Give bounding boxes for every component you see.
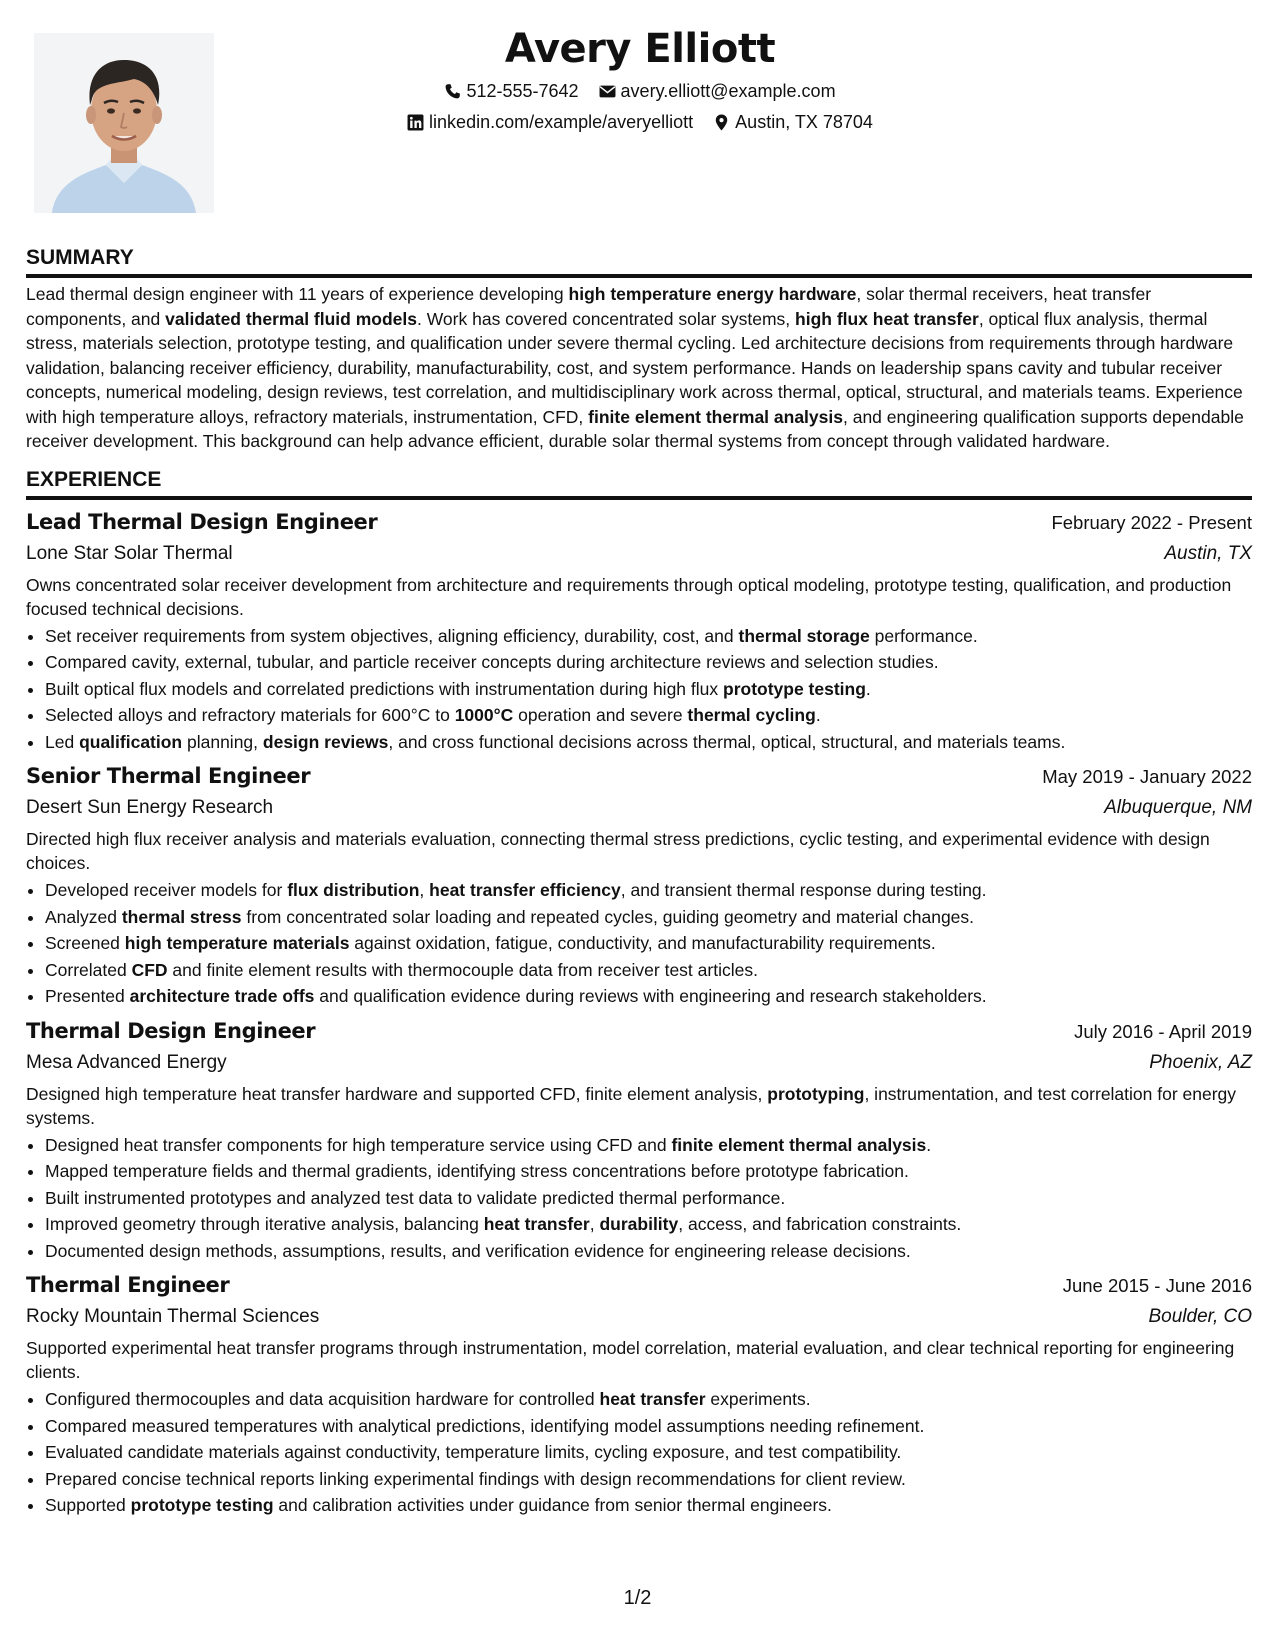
contact-row-1 bbox=[260, 76, 1020, 107]
job-description: Designed high temperature heat transfer hardware and supported CFD, finite element analysis, prototyping, instrumentation, and test correlation for energy systems. bbox=[26, 1083, 1237, 1128]
job-bullet: • Presented architecture trade offs and qualification evidence during reviews with engineering and research stakeholders. bbox=[45, 983, 1252, 1010]
contact-location bbox=[713, 107, 873, 138]
emphasis-text: heat transfer efficiency bbox=[429, 880, 621, 900]
job-bullet: • Improved geometry through iterative analysis, balancing heat transfer, durability, access, and fabrication constraints. bbox=[45, 1211, 1252, 1238]
job-title: Lead Thermal Design Engineer bbox=[26, 509, 378, 534]
job-title: Senior Thermal Engineer bbox=[26, 764, 311, 788]
contact-row-2 bbox=[260, 107, 1020, 138]
job-location: Boulder, CO bbox=[1148, 1306, 1252, 1327]
emphasis-text: heat transfer bbox=[483, 1214, 590, 1234]
job-bullet: • Screened high temperature materials against oxidation, fatigue, conductivity, and manufacturability requirements. bbox=[45, 930, 1252, 957]
emphasis-text: high temperature materials bbox=[124, 933, 350, 953]
job-subheader bbox=[26, 538, 1252, 569]
job-dates: June 2015 - June 2016 bbox=[1062, 1275, 1252, 1296]
job-company: Lone Star Solar Thermal bbox=[26, 542, 233, 564]
emphasis-text: thermal cycling bbox=[687, 705, 816, 725]
profile-photo bbox=[34, 33, 214, 213]
job-bullet-list bbox=[26, 1132, 1252, 1265]
job-title: Thermal Design Engineer bbox=[26, 1018, 316, 1043]
job-bullet: • Led qualification planning, design reviews, and cross functional decisions across thermal, optical, structural, and materials teams. bbox=[45, 729, 1252, 756]
job-bullet: • Built instrumented prototypes and analyzed test data to validate predicted thermal performance. bbox=[45, 1185, 1252, 1212]
job-bullet-list bbox=[26, 1386, 1252, 1519]
job-entry bbox=[26, 1270, 1252, 1519]
job-location: Albuquerque, NM bbox=[1104, 797, 1252, 818]
job-header bbox=[26, 507, 1252, 538]
emphasis-text: design reviews bbox=[262, 731, 389, 752]
emphasis-text: high temperature energy hardware bbox=[568, 284, 857, 304]
emphasis-text: architecture trade offs bbox=[129, 986, 315, 1006]
emphasis-text: prototype testing bbox=[130, 1495, 274, 1515]
resume-body bbox=[26, 244, 1252, 1519]
experience-list bbox=[26, 507, 1252, 1519]
job-dates: July 2016 - April 2019 bbox=[1074, 1020, 1252, 1042]
job-location: Austin, TX bbox=[1164, 542, 1252, 564]
job-bullet: • Mapped temperature fields and thermal gradients, identifying stress concentrations before prototype fabrication. bbox=[45, 1158, 1252, 1185]
job-location: Phoenix, AZ bbox=[1149, 1051, 1252, 1073]
job-bullet: • Evaluated candidate materials against conductivity, temperature limits, cycling exposure, and test compatibility. bbox=[45, 1439, 1252, 1466]
job-header bbox=[26, 1016, 1252, 1047]
job-company: Desert Sun Energy Research bbox=[26, 797, 274, 818]
emphasis-text: prototype testing bbox=[723, 678, 866, 699]
job-company: Mesa Advanced Energy bbox=[26, 1051, 227, 1073]
job-entry bbox=[26, 761, 1252, 1010]
resume-header bbox=[260, 22, 1020, 138]
envelope-icon bbox=[599, 83, 616, 100]
job-header bbox=[26, 761, 1252, 792]
job-bullet: • Configured thermocouples and data acquisition hardware for controlled heat transfer experiments. bbox=[45, 1386, 1252, 1413]
emphasis-text: thermal stress bbox=[121, 906, 242, 927]
job-bullet: • Documented design methods, assumptions, results, and verification evidence for engineering release decisions. bbox=[45, 1238, 1252, 1265]
experience-heading: EXPERIENCE bbox=[26, 466, 1252, 500]
phone-icon bbox=[444, 83, 461, 100]
summary-paragraph: Lead thermal design engineer with 11 years of experience developing high temperature energy hardware, solar thermal receivers, heat transfer components, and validated thermal fluid models. Work has covered concentrated solar systems, high flux heat transfer, optical flux analysis, thermal stress, materials selection, prototype testing, and qualification under severe thermal cycling. Led architecture decisions from requirements through hardware validation, balancing receiver efficiency, durability, manufacturability, cost, and system performance. Hands on leadership spans cavity and tubular receiver concepts, numerical modeling, design reviews, test correlation, and multidisciplinary work across thermal, optical, structural, and materials teams. Experience with high temperature alloys, refractory materials, instrumentation, CFD, finite element thermal analysis, and engineering qualification supports dependable receiver development. This background can help advance efficient, durable solar thermal systems from concept through validated hardware. bbox=[26, 284, 1244, 451]
emphasis-text: finite element thermal analysis bbox=[588, 406, 843, 427]
emphasis-text: finite element thermal analysis bbox=[671, 1134, 927, 1155]
portrait-illustration bbox=[34, 33, 214, 213]
job-bullet: • Set receiver requirements from system objectives, aligning efficiency, durability, cost, and thermal storage performance. bbox=[45, 623, 1252, 650]
location-text: Austin, TX 78704 bbox=[735, 112, 873, 132]
summary-heading: SUMMARY bbox=[26, 244, 1252, 278]
job-dates: February 2022 - Present bbox=[1051, 511, 1252, 533]
candidate-name: Avery Elliott bbox=[504, 26, 776, 72]
linkedin-text: linkedin.com/example/averyelliott bbox=[429, 112, 694, 132]
job-header bbox=[26, 1270, 1252, 1301]
job-bullet: • Designed heat transfer components for high temperature service using CFD and finite element thermal analysis. bbox=[45, 1132, 1252, 1159]
job-description: Supported experimental heat transfer programs through instrumentation, model correlation, material evaluation, and clear technical reporting for engineering clients. bbox=[26, 1338, 1235, 1382]
emphasis-text: qualification bbox=[79, 731, 183, 752]
job-bullet: • Selected alloys and refractory materials for 600°C to 1000°C operation and severe thermal cycling. bbox=[45, 702, 1252, 729]
contact-phone[interactable] bbox=[444, 76, 578, 107]
emphasis-text: 1000°C bbox=[454, 705, 514, 725]
job-entry bbox=[26, 1016, 1252, 1265]
emphasis-text: high flux heat transfer bbox=[795, 308, 979, 329]
emphasis-text: durability bbox=[599, 1214, 679, 1234]
page-number: 1/2 bbox=[623, 1587, 652, 1609]
emphasis-text: CFD bbox=[131, 959, 168, 980]
linkedin-icon bbox=[407, 114, 424, 131]
contact-linkedin[interactable] bbox=[407, 107, 693, 138]
job-bullet: • Developed receiver models for flux distribution, heat transfer efficiency, and transient thermal response during testing. bbox=[45, 877, 1252, 904]
job-subheader bbox=[26, 1047, 1252, 1078]
job-bullet: • Correlated CFD and finite element results with thermocouple data from receiver test articles. bbox=[45, 957, 1252, 984]
job-bullet: • Prepared concise technical reports linking experimental findings with design recommendations for client review. bbox=[45, 1466, 1252, 1493]
job-company: Rocky Mountain Thermal Sciences bbox=[26, 1306, 320, 1327]
job-bullet: • Compared measured temperatures with analytical predictions, identifying model assumptions needing refinement. bbox=[45, 1413, 1252, 1440]
job-dates: May 2019 - January 2022 bbox=[1042, 766, 1252, 787]
contact-email[interactable] bbox=[599, 76, 836, 107]
emphasis-text: prototyping bbox=[767, 1083, 865, 1104]
emphasis-text: flux distribution bbox=[287, 880, 420, 900]
job-bullet: • Compared cavity, external, tubular, and particle receiver concepts during architecture reviews and selection studies. bbox=[45, 649, 1252, 676]
job-entry bbox=[26, 507, 1252, 756]
emphasis-text: heat transfer bbox=[599, 1389, 706, 1409]
job-bullet-list bbox=[26, 623, 1252, 756]
map-pin-icon bbox=[713, 114, 730, 131]
phone-text: 512-555-7642 bbox=[466, 81, 579, 101]
emphasis-text: validated thermal fluid models bbox=[165, 308, 417, 329]
job-description: Directed high flux receiver analysis and materials evaluation, connecting thermal stress predictions, cyclic testing, and experimental evidence with design choices. bbox=[26, 829, 1210, 873]
job-title: Thermal Engineer bbox=[26, 1273, 230, 1297]
emphasis-text: thermal storage bbox=[738, 625, 870, 646]
job-bullet: • Analyzed thermal stress from concentrated solar loading and repeated cycles, guiding geometry and material changes. bbox=[45, 904, 1252, 931]
email-text: avery.elliott@example.com bbox=[620, 81, 836, 101]
job-subheader bbox=[26, 792, 1252, 823]
job-description: Owns concentrated solar receiver development from architecture and requirements through optical modeling, prototype testing, qualification, and production focused technical decisions. bbox=[26, 574, 1232, 619]
job-bullet: • Built optical flux models and correlated predictions with instrumentation during high flux prototype testing. bbox=[45, 676, 1252, 703]
job-bullet-list bbox=[26, 877, 1252, 1010]
job-bullet: • Supported prototype testing and calibration activities under guidance from senior thermal engineers. bbox=[45, 1492, 1252, 1519]
job-subheader bbox=[26, 1301, 1252, 1332]
